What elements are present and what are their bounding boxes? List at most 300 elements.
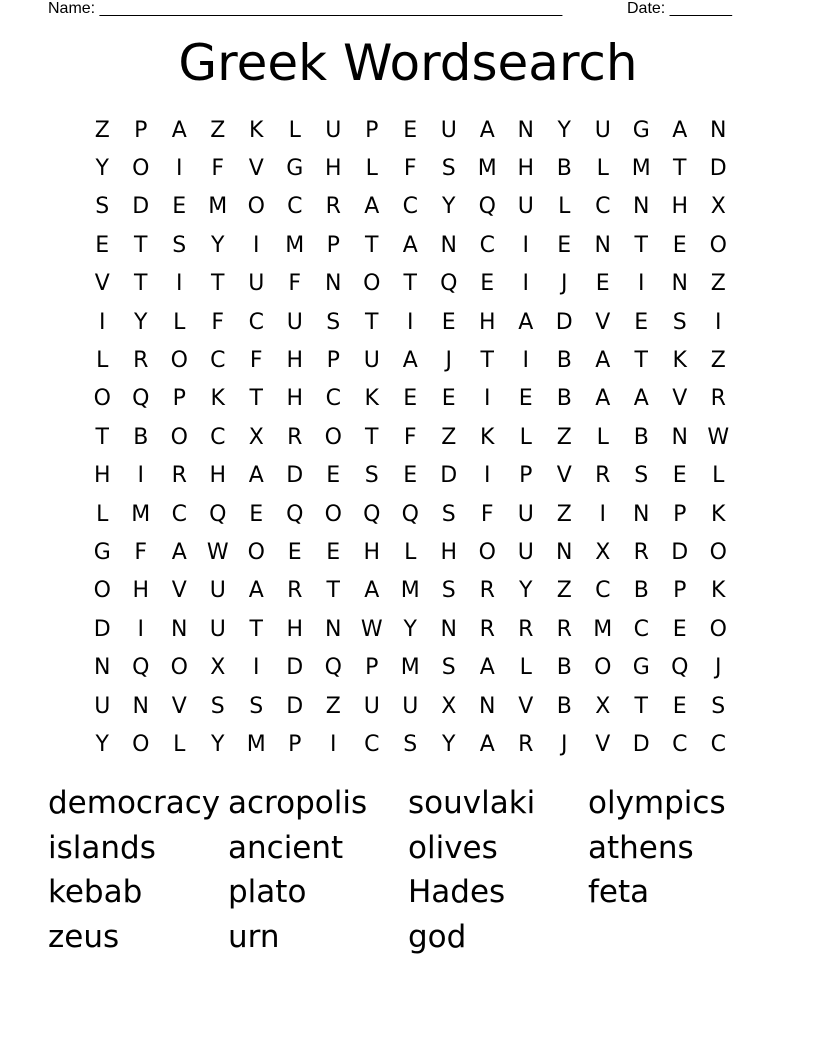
- word-list-item: islands: [48, 829, 156, 866]
- grid-letter[interactable]: C: [402, 194, 418, 220]
- grid-letter[interactable]: Y: [442, 194, 456, 220]
- grid-letter[interactable]: E: [441, 309, 456, 335]
- grid-letter[interactable]: V: [171, 578, 187, 604]
- grid-letter[interactable]: E: [326, 463, 341, 489]
- grid-letter[interactable]: O: [247, 539, 265, 565]
- grid-letter[interactable]: N: [440, 616, 457, 642]
- grid-letter[interactable]: X: [595, 693, 611, 719]
- grid-letter[interactable]: T: [365, 232, 379, 258]
- grid-letter[interactable]: E: [518, 386, 533, 412]
- grid-letter[interactable]: W: [707, 424, 730, 450]
- grid-letter[interactable]: T: [673, 156, 687, 182]
- grid-letter[interactable]: R: [556, 616, 572, 642]
- grid-letter[interactable]: O: [170, 655, 188, 681]
- grid-letter[interactable]: U: [402, 693, 419, 719]
- grid-letter[interactable]: I: [638, 271, 645, 297]
- grid-letter[interactable]: F: [403, 156, 417, 182]
- grid-letter[interactable]: M: [131, 501, 151, 527]
- date-field-label[interactable]: Date: _______: [627, 0, 732, 17]
- grid-letter[interactable]: H: [440, 539, 458, 565]
- grid-letter[interactable]: X: [248, 424, 264, 450]
- grid-letter[interactable]: K: [672, 348, 687, 374]
- grid-letter[interactable]: K: [210, 386, 225, 412]
- grid-letter[interactable]: C: [595, 578, 611, 604]
- grid-letter[interactable]: F: [249, 348, 263, 374]
- grid-letter[interactable]: C: [287, 194, 303, 220]
- grid-letter[interactable]: M: [400, 578, 420, 604]
- grid-letter[interactable]: Y: [95, 156, 109, 182]
- grid-letter[interactable]: S: [403, 731, 418, 757]
- grid-letter[interactable]: K: [480, 424, 495, 450]
- grid-letter[interactable]: D: [709, 156, 727, 182]
- grid-letter[interactable]: V: [595, 731, 611, 757]
- grid-letter[interactable]: Z: [210, 117, 226, 143]
- grid-letter[interactable]: A: [633, 386, 649, 412]
- grid-letter[interactable]: L: [712, 463, 725, 489]
- grid-letter[interactable]: R: [287, 578, 303, 604]
- grid-letter[interactable]: T: [480, 348, 494, 374]
- grid-letter[interactable]: D: [671, 539, 689, 565]
- grid-letter[interactable]: F: [211, 309, 225, 335]
- grid-letter[interactable]: M: [285, 232, 305, 258]
- grid-letter[interactable]: Y: [442, 731, 456, 757]
- word-list-item: feta: [588, 874, 650, 911]
- grid-letter[interactable]: S: [249, 693, 264, 719]
- grid-letter[interactable]: E: [249, 501, 264, 527]
- grid-letter[interactable]: X: [210, 655, 226, 681]
- grid-letter[interactable]: Q: [209, 501, 227, 527]
- grid-letter[interactable]: A: [595, 386, 611, 412]
- grid-letter[interactable]: H: [517, 156, 535, 182]
- grid-letter[interactable]: N: [325, 271, 342, 297]
- grid-letter[interactable]: D: [132, 194, 150, 220]
- grid-letter[interactable]: S: [326, 309, 341, 335]
- grid-letter[interactable]: E: [595, 271, 610, 297]
- grid-letter[interactable]: T: [326, 578, 340, 604]
- grid-letter[interactable]: K: [249, 117, 264, 143]
- grid-letter[interactable]: I: [522, 271, 529, 297]
- grid-letter[interactable]: D: [632, 731, 650, 757]
- grid-letter[interactable]: Q: [478, 194, 496, 220]
- grid-letter[interactable]: S: [441, 501, 456, 527]
- grid-letter[interactable]: T: [95, 424, 109, 450]
- grid-letter[interactable]: L: [173, 731, 186, 757]
- grid-letter[interactable]: L: [173, 309, 186, 335]
- grid-letter[interactable]: Z: [710, 348, 726, 374]
- grid-letter[interactable]: M: [631, 156, 651, 182]
- grid-letter[interactable]: O: [170, 348, 188, 374]
- grid-letter[interactable]: Q: [324, 655, 342, 681]
- grid-letter[interactable]: X: [595, 539, 611, 565]
- grid-letter[interactable]: A: [248, 578, 264, 604]
- grid-letter[interactable]: U: [363, 348, 380, 374]
- grid-letter[interactable]: Y: [211, 731, 225, 757]
- grid-letter[interactable]: C: [171, 501, 187, 527]
- word-list-item: olympics: [588, 785, 726, 821]
- grid-letter[interactable]: I: [599, 501, 606, 527]
- grid-letter[interactable]: I: [176, 156, 183, 182]
- grid-letter[interactable]: P: [134, 117, 148, 143]
- grid-letter[interactable]: Z: [441, 424, 457, 450]
- grid-letter[interactable]: G: [93, 539, 111, 565]
- grid-letter[interactable]: Q: [671, 655, 689, 681]
- grid-letter[interactable]: O: [478, 539, 496, 565]
- grid-letter[interactable]: R: [171, 463, 187, 489]
- grid-letter[interactable]: G: [632, 655, 650, 681]
- grid-letter[interactable]: U: [440, 117, 457, 143]
- grid-letter[interactable]: P: [519, 463, 533, 489]
- grid-letter[interactable]: L: [558, 194, 571, 220]
- grid-letter[interactable]: Q: [286, 501, 304, 527]
- grid-letter[interactable]: U: [286, 309, 303, 335]
- grid-letter[interactable]: T: [634, 348, 648, 374]
- grid-letter[interactable]: Z: [710, 271, 726, 297]
- grid-letter[interactable]: N: [556, 539, 573, 565]
- grid-letter[interactable]: Q: [132, 386, 150, 412]
- grid-letter[interactable]: N: [171, 616, 188, 642]
- grid-letter[interactable]: R: [287, 424, 303, 450]
- grid-letter[interactable]: E: [403, 386, 418, 412]
- grid-letter[interactable]: L: [96, 348, 109, 374]
- grid-letter[interactable]: Q: [132, 655, 150, 681]
- grid-letter[interactable]: Z: [556, 501, 572, 527]
- grid-letter[interactable]: N: [633, 501, 650, 527]
- grid-letter[interactable]: B: [633, 424, 649, 450]
- grid-letter[interactable]: I: [137, 463, 144, 489]
- grid-letter[interactable]: A: [364, 194, 380, 220]
- grid-letter[interactable]: O: [324, 424, 342, 450]
- grid-letter[interactable]: C: [364, 731, 380, 757]
- grid-letter[interactable]: L: [365, 156, 378, 182]
- grid-letter[interactable]: L: [96, 501, 109, 527]
- grid-letter[interactable]: A: [479, 117, 495, 143]
- grid-letter[interactable]: V: [248, 156, 264, 182]
- grid-letter[interactable]: S: [441, 655, 456, 681]
- grid-letter[interactable]: Z: [556, 424, 572, 450]
- grid-letter[interactable]: Q: [401, 501, 419, 527]
- grid-letter[interactable]: P: [365, 117, 379, 143]
- grid-letter[interactable]: R: [518, 616, 534, 642]
- grid-letter[interactable]: N: [94, 655, 111, 681]
- grid-letter[interactable]: E: [403, 463, 418, 489]
- grid-letter[interactable]: R: [710, 386, 726, 412]
- grid-letter[interactable]: M: [477, 156, 497, 182]
- grid-letter[interactable]: H: [478, 309, 496, 335]
- grid-letter[interactable]: A: [402, 348, 418, 374]
- grid-letter[interactable]: O: [709, 232, 727, 258]
- grid-letter[interactable]: M: [593, 616, 613, 642]
- grid-letter[interactable]: E: [672, 463, 687, 489]
- grid-letter[interactable]: Q: [440, 271, 458, 297]
- grid-letter[interactable]: E: [634, 309, 649, 335]
- grid-letter[interactable]: S: [364, 463, 379, 489]
- grid-letter[interactable]: S: [711, 693, 726, 719]
- grid-letter[interactable]: H: [671, 194, 689, 220]
- grid-letter[interactable]: B: [556, 386, 572, 412]
- header-line: [48, 0, 748, 20]
- grid-letter[interactable]: R: [633, 539, 649, 565]
- grid-letter[interactable]: O: [247, 194, 265, 220]
- grid-letter[interactable]: Z: [325, 693, 341, 719]
- grid-letter[interactable]: P: [673, 501, 687, 527]
- word-list-item: olives: [408, 829, 498, 866]
- grid-letter[interactable]: V: [556, 463, 572, 489]
- grid-letter[interactable]: U: [209, 616, 226, 642]
- grid-letter[interactable]: N: [594, 232, 611, 258]
- grid-letter[interactable]: T: [365, 424, 379, 450]
- grid-letter[interactable]: B: [556, 156, 572, 182]
- grid-letter[interactable]: A: [402, 232, 418, 258]
- grid-letter[interactable]: O: [93, 578, 111, 604]
- grid-letter[interactable]: J: [561, 731, 568, 757]
- grid-letter[interactable]: F: [403, 424, 417, 450]
- grid-letter[interactable]: P: [326, 232, 340, 258]
- grid-letter[interactable]: J: [561, 271, 568, 297]
- grid-letter[interactable]: V: [518, 693, 534, 719]
- grid-letter[interactable]: O: [594, 655, 612, 681]
- grid-letter[interactable]: R: [325, 194, 341, 220]
- grid-letter[interactable]: I: [715, 309, 722, 335]
- grid-letter[interactable]: I: [253, 655, 260, 681]
- grid-letter[interactable]: S: [672, 309, 687, 335]
- grid-letter[interactable]: I: [253, 232, 260, 258]
- grid-letter[interactable]: K: [364, 386, 379, 412]
- grid-letter[interactable]: I: [407, 309, 414, 335]
- grid-letter[interactable]: N: [633, 194, 650, 220]
- grid-letter[interactable]: Y: [211, 232, 225, 258]
- grid-letter[interactable]: D: [555, 309, 573, 335]
- grid-letter[interactable]: K: [711, 501, 726, 527]
- grid-letter[interactable]: O: [709, 616, 727, 642]
- grid-letter[interactable]: A: [171, 117, 187, 143]
- grid-letter[interactable]: C: [672, 731, 688, 757]
- grid-letter[interactable]: L: [596, 156, 609, 182]
- grid-letter[interactable]: H: [132, 578, 150, 604]
- grid-letter[interactable]: C: [633, 616, 649, 642]
- grid-letter[interactable]: W: [206, 539, 229, 565]
- grid-letter[interactable]: R: [595, 463, 611, 489]
- word-list: [48, 781, 768, 960]
- grid-letter[interactable]: O: [709, 539, 727, 565]
- grid-letter[interactable]: M: [246, 731, 266, 757]
- word-list-item: plato: [228, 874, 307, 911]
- grid-letter[interactable]: I: [522, 348, 529, 374]
- grid-letter[interactable]: T: [211, 271, 225, 297]
- grid-letter[interactable]: E: [172, 194, 187, 220]
- grid-letter[interactable]: C: [710, 731, 726, 757]
- grid-letter[interactable]: S: [441, 156, 456, 182]
- grid-letter[interactable]: D: [286, 463, 304, 489]
- name-field-label[interactable]: Name: ____________________________________________________: [48, 0, 563, 17]
- grid-letter[interactable]: B: [556, 348, 572, 374]
- grid-letter[interactable]: I: [137, 616, 144, 642]
- grid-letter[interactable]: C: [595, 194, 611, 220]
- grid-letter[interactable]: H: [93, 463, 111, 489]
- grid-letter[interactable]: R: [133, 348, 149, 374]
- grid-letter[interactable]: O: [170, 424, 188, 450]
- grid-letter[interactable]: V: [672, 386, 688, 412]
- grid-letter[interactable]: W: [360, 616, 383, 642]
- grid-letter[interactable]: U: [94, 693, 111, 719]
- grid-letter[interactable]: C: [479, 232, 495, 258]
- grid-letter[interactable]: J: [445, 348, 452, 374]
- grid-letter[interactable]: N: [671, 271, 688, 297]
- grid-letter[interactable]: T: [634, 693, 648, 719]
- grid-letter[interactable]: S: [172, 232, 187, 258]
- grid-letter[interactable]: T: [365, 309, 379, 335]
- grid-letter[interactable]: P: [326, 348, 340, 374]
- grid-letter[interactable]: T: [134, 232, 148, 258]
- grid-letter[interactable]: N: [517, 117, 534, 143]
- grid-letter[interactable]: H: [209, 463, 227, 489]
- grid-letter[interactable]: U: [363, 693, 380, 719]
- grid-letter[interactable]: D: [93, 616, 111, 642]
- word-list-item: democracy: [48, 785, 221, 821]
- grid-letter[interactable]: E: [287, 539, 302, 565]
- grid-letter[interactable]: F: [480, 501, 494, 527]
- grid-letter[interactable]: O: [93, 386, 111, 412]
- grid-letter[interactable]: L: [404, 539, 417, 565]
- grid-letter[interactable]: X: [441, 693, 457, 719]
- grid-letter[interactable]: C: [210, 424, 226, 450]
- grid-letter[interactable]: Y: [403, 616, 417, 642]
- grid-letter[interactable]: F: [288, 271, 302, 297]
- grid-letter[interactable]: U: [594, 117, 611, 143]
- grid-letter[interactable]: P: [172, 386, 186, 412]
- grid-letter[interactable]: H: [324, 156, 342, 182]
- grid-letter[interactable]: B: [556, 693, 572, 719]
- grid-letter[interactable]: Y: [519, 578, 533, 604]
- grid-letter[interactable]: D: [286, 693, 304, 719]
- grid-letter[interactable]: I: [522, 232, 529, 258]
- grid-letter[interactable]: L: [596, 424, 609, 450]
- grid-letter[interactable]: K: [711, 578, 726, 604]
- grid-letter[interactable]: V: [171, 693, 187, 719]
- grid-letter[interactable]: H: [286, 386, 304, 412]
- grid-letter[interactable]: C: [210, 348, 226, 374]
- grid-letter[interactable]: R: [479, 578, 495, 604]
- grid-letter[interactable]: U: [209, 578, 226, 604]
- grid-letter[interactable]: N: [440, 232, 457, 258]
- grid-letter[interactable]: J: [715, 655, 722, 681]
- grid-letter[interactable]: E: [672, 232, 687, 258]
- grid-letter[interactable]: E: [557, 232, 572, 258]
- grid-letter[interactable]: N: [325, 616, 342, 642]
- grid-letter[interactable]: Z: [94, 117, 110, 143]
- grid-letter[interactable]: L: [519, 655, 532, 681]
- grid-letter[interactable]: B: [633, 578, 649, 604]
- grid-letter[interactable]: C: [325, 386, 341, 412]
- grid-letter[interactable]: S: [95, 194, 110, 220]
- grid-letter[interactable]: P: [365, 655, 379, 681]
- grid-letter[interactable]: H: [286, 616, 304, 642]
- grid-letter[interactable]: G: [632, 117, 650, 143]
- grid-letter[interactable]: A: [672, 117, 688, 143]
- grid-letter[interactable]: O: [132, 156, 150, 182]
- grid-letter[interactable]: S: [634, 463, 649, 489]
- grid-letter[interactable]: Z: [556, 578, 572, 604]
- grid-letter[interactable]: F: [134, 539, 148, 565]
- grid-letter[interactable]: Y: [134, 309, 148, 335]
- grid-letter[interactable]: T: [403, 271, 417, 297]
- grid-letter[interactable]: S: [210, 693, 225, 719]
- grid-letter[interactable]: I: [99, 309, 106, 335]
- grid-letter[interactable]: H: [363, 539, 381, 565]
- grid-letter[interactable]: E: [95, 232, 110, 258]
- grid-letter[interactable]: M: [400, 655, 420, 681]
- grid-letter[interactable]: A: [171, 539, 187, 565]
- grid-letter[interactable]: T: [249, 386, 263, 412]
- grid-letter[interactable]: U: [517, 501, 534, 527]
- grid-letter[interactable]: E: [672, 693, 687, 719]
- grid-letter[interactable]: U: [248, 271, 265, 297]
- grid-letter[interactable]: A: [248, 463, 264, 489]
- grid-letter[interactable]: P: [673, 578, 687, 604]
- grid-letter[interactable]: T: [249, 616, 263, 642]
- grid-letter[interactable]: Y: [557, 117, 571, 143]
- grid-letter[interactable]: V: [595, 309, 611, 335]
- grid-letter[interactable]: G: [286, 156, 304, 182]
- grid-letter[interactable]: L: [519, 424, 532, 450]
- grid-letter[interactable]: B: [556, 655, 572, 681]
- grid-letter[interactable]: E: [403, 117, 418, 143]
- grid-letter[interactable]: A: [518, 309, 534, 335]
- grid-letter[interactable]: T: [134, 271, 148, 297]
- grid-letter[interactable]: P: [288, 731, 302, 757]
- grid-letter[interactable]: A: [479, 655, 495, 681]
- grid-letter[interactable]: E: [672, 616, 687, 642]
- grid-letter[interactable]: B: [133, 424, 149, 450]
- grid-letter[interactable]: R: [518, 731, 534, 757]
- grid-letter[interactable]: S: [441, 578, 456, 604]
- grid-letter[interactable]: Y: [95, 731, 109, 757]
- grid-letter[interactable]: X: [710, 194, 726, 220]
- grid-letter[interactable]: H: [286, 348, 304, 374]
- grid-letter[interactable]: I: [176, 271, 183, 297]
- grid-letter[interactable]: E: [326, 539, 341, 565]
- grid-letter[interactable]: I: [484, 386, 491, 412]
- grid-letter[interactable]: T: [634, 232, 648, 258]
- grid-letter[interactable]: D: [440, 463, 458, 489]
- grid-letter[interactable]: U: [517, 194, 534, 220]
- grid-letter[interactable]: N: [479, 693, 496, 719]
- grid-letter[interactable]: N: [710, 117, 727, 143]
- grid-letter[interactable]: I: [330, 731, 337, 757]
- grid-letter[interactable]: U: [325, 117, 342, 143]
- grid-letter[interactable]: L: [288, 117, 301, 143]
- grid-letter[interactable]: F: [211, 156, 225, 182]
- grid-letter[interactable]: M: [208, 194, 228, 220]
- grid-letter[interactable]: A: [364, 578, 380, 604]
- grid-letter[interactable]: I: [484, 463, 491, 489]
- grid-letter[interactable]: R: [479, 616, 495, 642]
- grid-letter[interactable]: N: [671, 424, 688, 450]
- grid-letter[interactable]: E: [480, 271, 495, 297]
- grid-letter[interactable]: V: [94, 271, 110, 297]
- grid-letter[interactable]: A: [479, 731, 495, 757]
- grid-letter[interactable]: U: [517, 539, 534, 565]
- grid-letter[interactable]: O: [132, 731, 150, 757]
- grid-letter[interactable]: O: [363, 271, 381, 297]
- grid-letter[interactable]: Q: [363, 501, 381, 527]
- grid-letter[interactable]: C: [248, 309, 264, 335]
- grid-letter[interactable]: O: [324, 501, 342, 527]
- grid-letter[interactable]: A: [595, 348, 611, 374]
- grid-letter[interactable]: E: [441, 386, 456, 412]
- grid-letter[interactable]: D: [286, 655, 304, 681]
- word-list-item: souvlaki: [408, 785, 536, 821]
- grid-letter[interactable]: N: [132, 693, 149, 719]
